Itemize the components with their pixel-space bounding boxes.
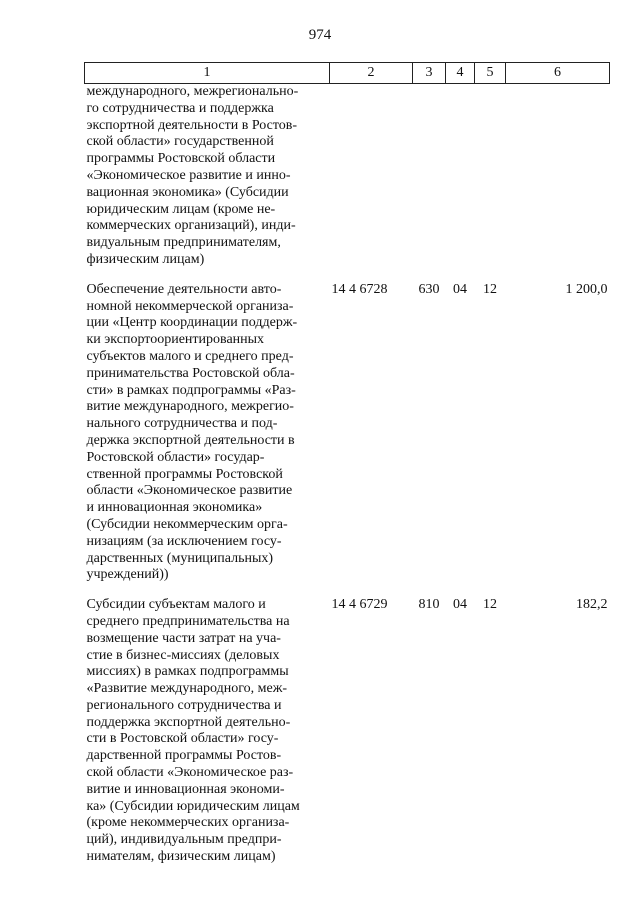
description-line: ки экспортоориентированных <box>86 332 265 348</box>
description-line: номной некоммерческой организа- <box>86 298 294 314</box>
description-line: нального сотрудничества и под- <box>86 416 278 432</box>
table-row <box>85 84 610 282</box>
description-line: среднего предпринимательства на <box>86 613 290 629</box>
description-line: (кроме некоммерческих организа- <box>86 815 290 831</box>
description-line: международного, межрегионально- <box>86 84 299 99</box>
description-line: принимательства Ростовской обла- <box>86 365 295 381</box>
header-col-3: 3 <box>413 63 446 84</box>
description-line: сти в Ростовской области» госу- <box>86 731 279 747</box>
description-line: «Экономическое развитие и инно- <box>86 167 291 183</box>
table-header <box>85 63 610 84</box>
description-line: ской области» государственной <box>86 134 274 150</box>
row-description <box>85 84 330 282</box>
row-col-3 <box>413 84 446 282</box>
description-line: коммерческих организаций), инди- <box>86 218 296 234</box>
description-line: области «Экономическое развитие <box>86 483 293 499</box>
table-body <box>85 84 610 866</box>
description-line: поддержка экспортной деятельно- <box>86 714 291 730</box>
row-col-4: 04 <box>453 281 467 297</box>
description-line: программы Ростовской области <box>86 151 276 167</box>
row-col-4: 04 <box>453 597 467 613</box>
row-code: 14 4 6728 <box>331 281 388 297</box>
description-line: и инновационная экономика» <box>86 500 263 516</box>
description-line: дарственных (муниципальных) <box>86 550 274 566</box>
description-line: ка» (Субсидии юридическим лицам <box>86 798 300 814</box>
header-col-1: 1 <box>85 63 330 84</box>
description-line: физическим лицам) <box>86 251 205 267</box>
row-col-3: 630 <box>418 281 440 297</box>
row-description <box>85 282 330 597</box>
description-line: го сотрудничества и поддержка <box>86 100 274 116</box>
header-col-6: 6 <box>506 63 610 84</box>
row-amount: 1 200,0 <box>565 281 608 297</box>
description-line: вационная экономика» (Субсидии <box>86 184 289 200</box>
description-line: Субсидии субъектам малого и <box>86 597 266 613</box>
description-line: «Развитие международного, меж- <box>86 681 288 697</box>
description-line: регионального сотрудничества и <box>86 697 282 713</box>
row-amount <box>506 84 610 282</box>
row-col-4 <box>446 84 475 282</box>
description-line: стие в бизнес-миссиях (деловых <box>86 647 280 663</box>
page-number: 974 <box>308 27 332 43</box>
description-line: ственной программы Ростовской <box>86 466 283 482</box>
description-line: субъектов малого и среднего пред- <box>86 348 294 364</box>
description-line: витие международного, межрегио- <box>86 399 294 415</box>
row-col-5: 12 <box>483 597 497 613</box>
row-description <box>85 597 330 866</box>
description-line: ской области «Экономическое раз- <box>86 765 294 781</box>
budget-table <box>84 62 610 866</box>
description-line: миссиях) в рамках подпрограммы <box>86 664 289 680</box>
description-line: экспортной деятельности в Ростов- <box>86 117 298 133</box>
description-line: сти» в рамках подпрограммы «Раз- <box>86 382 296 398</box>
description-line: Ростовской области» государ- <box>86 449 265 465</box>
description-line: возмещение части затрат на уча- <box>86 630 281 646</box>
row-col-5: 12 <box>483 281 497 297</box>
description-line: Обеспечение деятельности авто- <box>86 281 282 297</box>
description-line: дарственной программы Ростов- <box>86 748 282 764</box>
header-col-4: 4 <box>446 63 475 84</box>
description-line: низациям (за исключением госу- <box>86 533 282 549</box>
description-line: учреждений)) <box>86 567 169 583</box>
description-line: юридическим лицам (кроме не- <box>86 201 276 217</box>
row-code <box>330 84 413 282</box>
row-amount: 182,2 <box>576 597 608 613</box>
header-col-2: 2 <box>330 63 413 84</box>
table-row <box>85 597 610 866</box>
row-col-3: 810 <box>418 597 440 613</box>
header-col-5: 5 <box>475 63 506 84</box>
row-code: 14 4 6729 <box>331 597 388 613</box>
description-line: видуальным предпринимателям, <box>86 235 281 251</box>
row-col-5 <box>475 84 506 282</box>
description-line: держка экспортной деятельности в <box>86 432 295 448</box>
table-row <box>85 282 610 597</box>
description-line: витие и инновационная экономи- <box>86 781 285 797</box>
description-line: ции «Центр координации поддерж- <box>86 315 298 331</box>
description-line: нимателям, физическим лицам) <box>86 849 276 865</box>
description-line: ций), индивидуальным предпри- <box>86 832 282 848</box>
description-line: (Субсидии некоммерческим орга- <box>86 516 288 532</box>
